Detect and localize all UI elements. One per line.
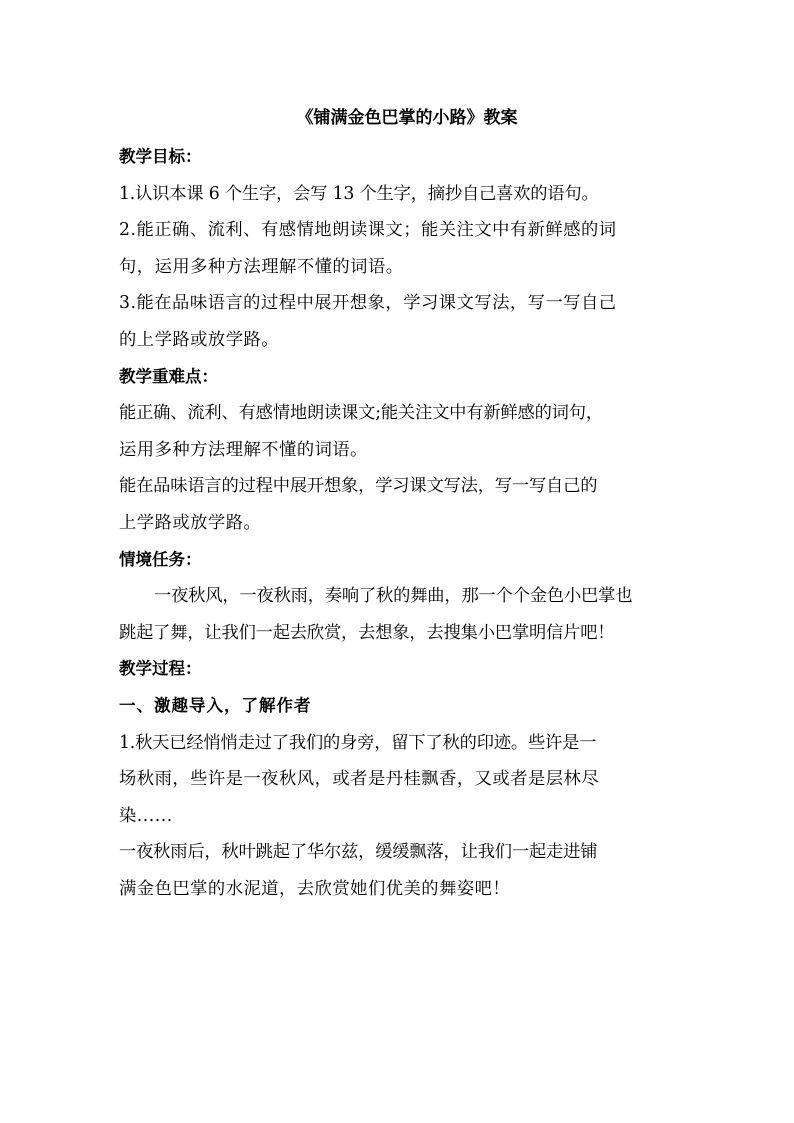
task-line-1: 一夜秋风，一夜秋雨，奏响了秋的舞曲，那一个个金色小巴掌也 [154, 586, 633, 607]
document-body [119, 101, 675, 907]
key-points-heading: 教学重难点： [119, 366, 218, 386]
key-point-1-line-2: 运用多种方法理解不懂的词语。 [119, 439, 368, 460]
goal-3-line-2: 的上学路或放学路。 [119, 329, 280, 350]
section-1-heading: 一、激趣导入，了解作者 [119, 695, 312, 715]
goal-1: 1.认识本课 6 个生字，会写 13 个生字，摘抄自己喜欢的语句。 [119, 183, 599, 204]
goal-2-line-1: 2.能正确、流利、有感情地朗读课文；能关注文中有新鲜感的词 [119, 220, 617, 241]
section-1-paragraph-1-line-2: 场秋雨，些许是一夜秋风，或者是丹桂飘香，又或者是层林尽 [119, 769, 600, 790]
goal-3-line-1: 3.能在品味语言的过程中展开想象，学习课文写法，写一写自己 [119, 293, 617, 314]
key-point-2-line-2: 上学路或放学路。 [119, 512, 262, 533]
section-1-paragraph-1-line-1: 1.秋天已经悄悄走过了我们的身旁，留下了秋的印迹。些许是一 [119, 732, 597, 753]
key-point-2-line-1: 能在品味语言的过程中展开想象，学习课文写法，写一写自己的 [119, 476, 598, 497]
section-1-paragraph-1-line-3: 染...... [119, 805, 173, 826]
task-line-2: 跳起了舞，让我们一起去欣赏，去想象，去搜集小巴掌明信片吧！ [119, 622, 615, 643]
goal-2-line-2: 句，运用多种方法理解不懂的词语。 [119, 256, 404, 277]
task-heading: 情境任务： [119, 549, 202, 569]
process-heading: 教学过程： [119, 659, 202, 679]
key-point-1-line-1: 能正确、流利、有感情地朗读课文;能关注文中有新鲜感的词句， [119, 403, 603, 424]
section-1-paragraph-2-line-2: 满金色巴掌的水泥道，去欣赏她们优美的舞姿吧！ [119, 878, 511, 899]
document-title: 《铺满金色巴掌的小路》教案 [296, 108, 518, 128]
goals-heading: 教学目标： [119, 147, 202, 166]
section-1-paragraph-2-line-1: 一夜秋雨后，秋叶跳起了华尔兹，缓缓飘落，让我们一起走进铺 [119, 842, 598, 863]
